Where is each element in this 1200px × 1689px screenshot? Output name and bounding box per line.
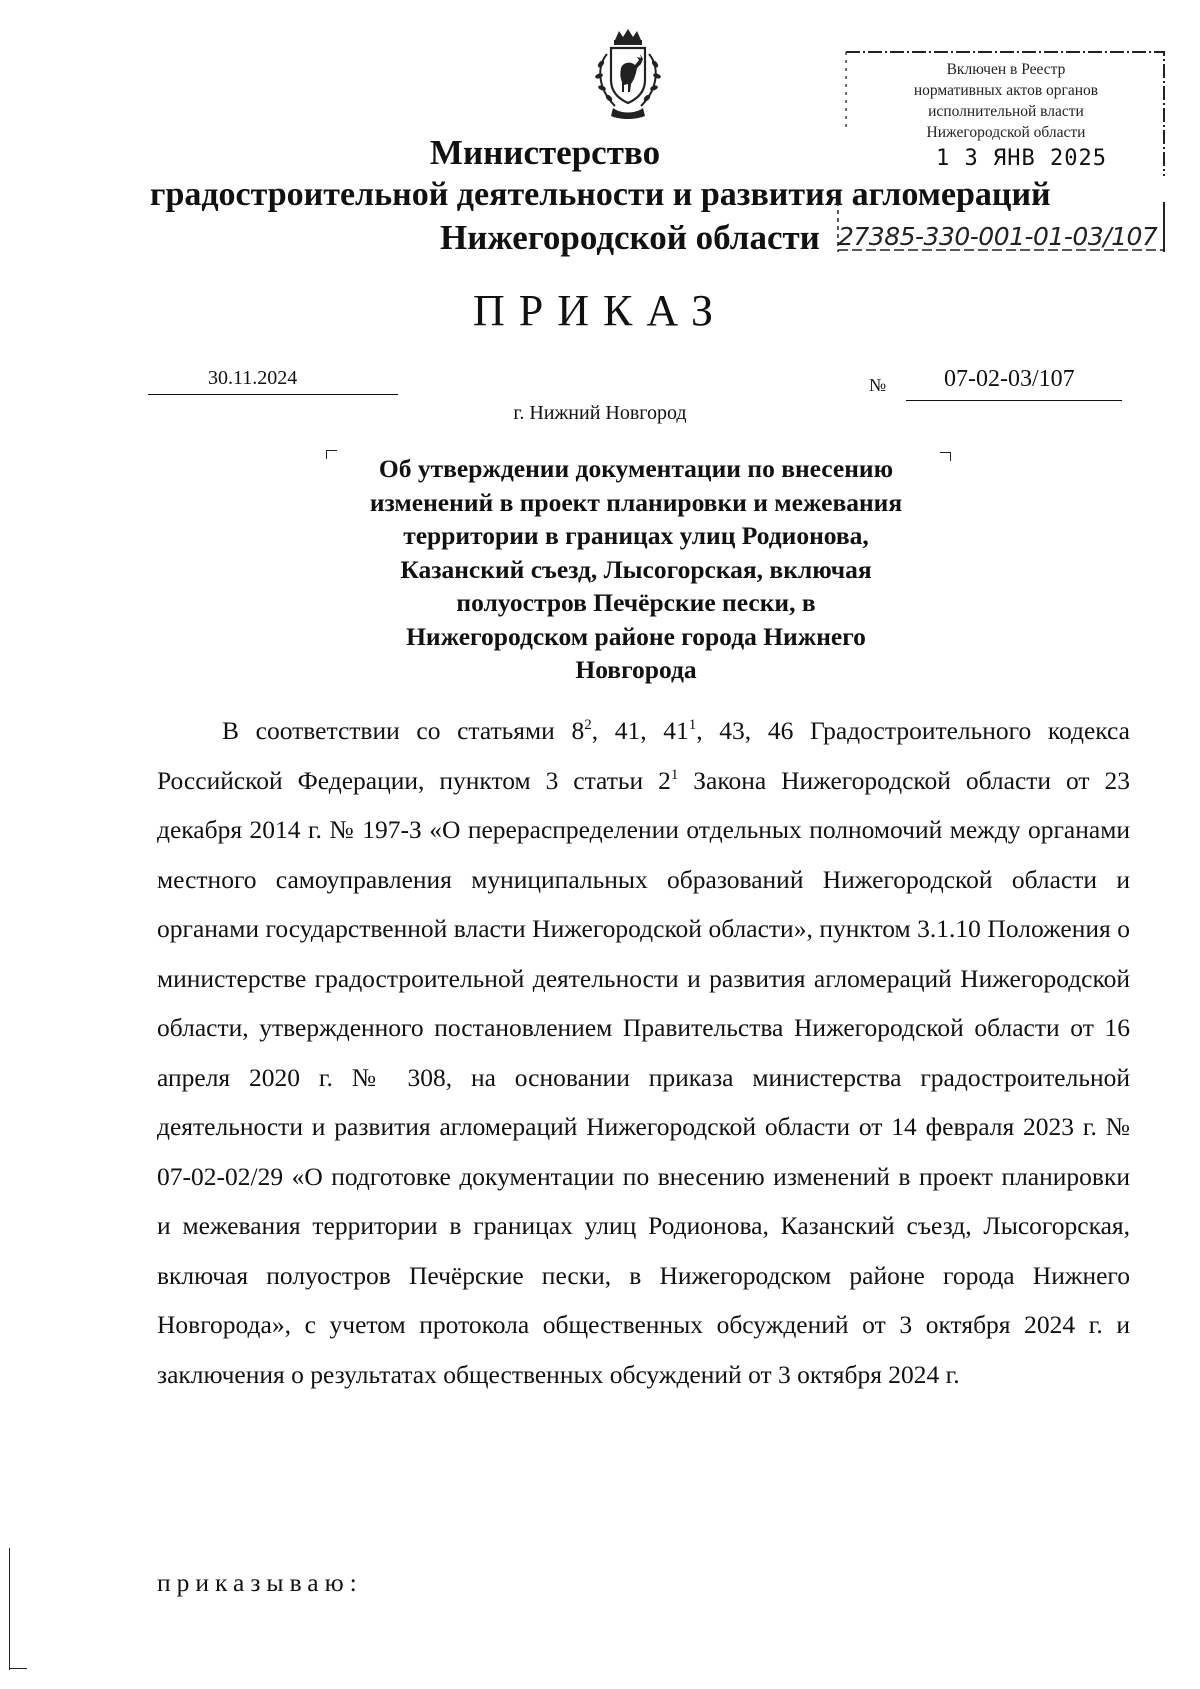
body-text: В соответствии со статьями 8: [222, 716, 585, 745]
body-superscript: 2: [584, 717, 592, 733]
subject-line: полуостров Печёрские пески, в: [456, 588, 816, 617]
document-subject: [330, 452, 942, 687]
document-type-title: ПРИКАЗ: [472, 286, 728, 335]
subject-line: Нижегородском районе города Нижнего: [406, 621, 866, 651]
body-text: Закона Нижегородской области от 23 декабря 2014 г. № 197-З «О перераспределении отдельных полномочий между органами местного самоуправления муниципальных образований Нижегородской области и органами государственной власти Нижегородской области», пунктом 3.1.10 Положения о министерстве градостроительной деятельности и развития агломераций Нижегородской области, утвержденного постановлением Правительства Нижегородской области от 16 апреля 2020 г. № 308, на основании приказа министерства градостроительной деятельности и развития агломераций Нижегородской области от 14 февраля 2023 г. № 07-02-02/29 «О подготовке документации по внесению изменений в проект планировки и межевания территории в границах улиц Родионова, Казанский съезд, Лысогорская, включая полуостров Печёрские пески, в Нижегородском районе города Нижнего Новгорода», с учетом протокола общественных обсуждений от 3 октября 2024 г. и заключения о результатах общественных обсуждений от 3 октября 2024 г.: [157, 765, 1130, 1389]
date-underline: [148, 394, 398, 395]
stamp-line-1: Включен в Реестр: [946, 61, 1066, 78]
subject-line: изменений в проект планировки и межевания: [369, 487, 903, 517]
stamp-date: 1 3 ЯНВ 2025: [936, 146, 1107, 171]
subject-line: Новгорода: [575, 655, 697, 684]
stamp-line-4: Нижегородской области: [926, 124, 1086, 141]
body-text: , 43, 46 Градостроительного кодекса Российской Федерации, пунктом 3 статьи 2: [157, 716, 1130, 795]
body-text: , 41, 41: [591, 716, 689, 745]
document-number: 07-02-03/107: [944, 366, 1075, 392]
body-superscript: 1: [688, 717, 697, 733]
number-label: №: [869, 375, 887, 395]
body-superscript: 1: [670, 766, 679, 783]
orders-word: приказываю:: [157, 1568, 363, 1597]
subject-line: территории в границах улиц Родионова,: [403, 521, 869, 550]
ministry-name-line1: Министерство: [429, 133, 661, 172]
number-underline: [906, 400, 1122, 401]
document-date: 30.11.2024: [208, 367, 298, 389]
stamp-line-3: исполнительной власти: [928, 103, 1084, 120]
ministry-name-line3: Нижегородской области: [440, 218, 820, 257]
document-city: г. Нижний Новгород: [513, 402, 687, 424]
coat-of-arms-emblem: [585, 28, 671, 124]
subject-line: Казанский съезд, Лысогорская, включая: [400, 554, 872, 584]
scan-edge-mark: [9, 1668, 27, 1671]
scan-edge-mark: [9, 1548, 14, 1670]
subject-line: Об утверждении документации по внесению: [378, 454, 894, 483]
document-body-paragraph: [157, 706, 1130, 1399]
ministry-name-line2: градостроительной деятельности и развития агломераций: [150, 176, 1051, 213]
stamp-registry-number: 27385-330-001-01-03/107: [838, 222, 1158, 251]
stamp-line-2: нормативных актов органов: [913, 82, 1099, 99]
registry-stamp: [838, 52, 1166, 252]
